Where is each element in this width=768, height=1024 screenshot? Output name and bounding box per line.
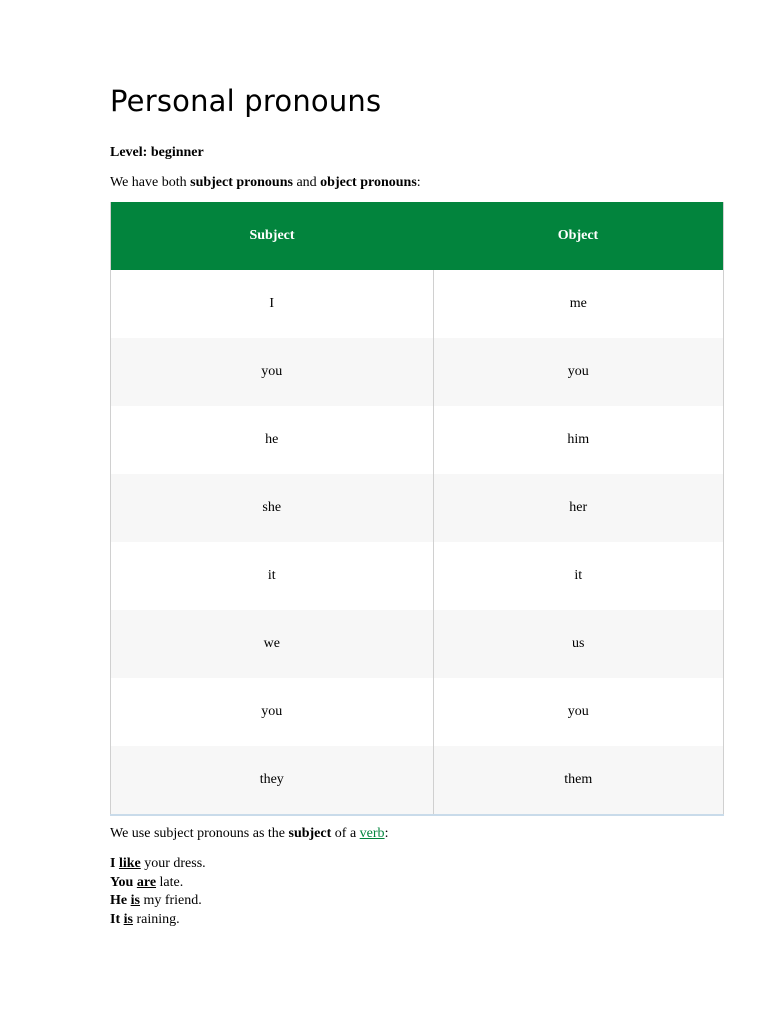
table-row	[111, 270, 724, 338]
object-cell: you	[433, 338, 724, 406]
subject-cell: they	[111, 746, 434, 815]
table-header-row	[111, 202, 724, 270]
intro-paragraph	[110, 175, 421, 191]
subject-cell: you	[111, 678, 434, 746]
object-cell: them	[433, 746, 724, 815]
example-subject: I	[110, 856, 116, 871]
intro-text: We have both	[110, 175, 191, 190]
example-sentence	[110, 911, 206, 930]
header-subject: Subject	[111, 202, 434, 270]
example-verb: like	[118, 856, 141, 871]
table-row	[111, 474, 724, 542]
table-row	[111, 678, 724, 746]
example-rest: your dress.	[140, 856, 206, 871]
example-rest: my friend.	[139, 893, 202, 908]
example-sentence	[110, 892, 206, 911]
table-row	[111, 746, 724, 815]
example-subject: He	[110, 893, 128, 908]
object-cell: it	[574, 568, 583, 583]
subject-cell: we	[111, 610, 434, 678]
usage-text: of a	[331, 826, 360, 841]
intro-term-subject: subject pronouns	[190, 175, 293, 190]
table-row	[111, 542, 724, 610]
table-row	[111, 610, 724, 678]
subject-cell: she	[111, 474, 434, 542]
usage-bold-term: subject	[288, 826, 332, 841]
usage-text: :	[384, 826, 389, 841]
example-verb: is	[130, 893, 140, 908]
intro-text: :	[416, 175, 421, 190]
subject-cell: I	[111, 270, 434, 338]
subject-cell: you	[111, 338, 434, 406]
usage-paragraph	[110, 826, 388, 842]
verb-link[interactable]: verb	[359, 826, 385, 841]
intro-text: and	[292, 175, 321, 190]
table-row	[111, 406, 724, 474]
object-cell: him	[567, 432, 590, 447]
subject-cell: he	[111, 406, 434, 474]
example-subject: It	[110, 911, 121, 927]
example-verb: are	[136, 874, 157, 890]
example-sentence	[110, 874, 206, 893]
object-cell: you	[567, 704, 589, 719]
example-sentence	[110, 855, 206, 874]
example-rest: raining.	[132, 911, 180, 927]
subject-cell: it	[111, 542, 434, 610]
pronoun-table	[110, 202, 724, 816]
object-cell: us	[433, 610, 724, 678]
intro-term-object: object pronouns	[320, 175, 417, 190]
level-label: Level: beginner	[110, 145, 204, 160]
table-row	[111, 338, 724, 406]
object-cell: me	[569, 296, 587, 311]
examples-block	[110, 855, 206, 929]
header-object: Object	[433, 202, 724, 270]
example-verb: is	[123, 911, 133, 927]
page-title: Personal pronouns	[110, 84, 382, 118]
example-subject: You	[110, 874, 134, 890]
usage-text: We use subject pronouns as the	[110, 826, 289, 841]
object-cell: her	[433, 474, 724, 542]
example-rest: late.	[156, 874, 184, 890]
